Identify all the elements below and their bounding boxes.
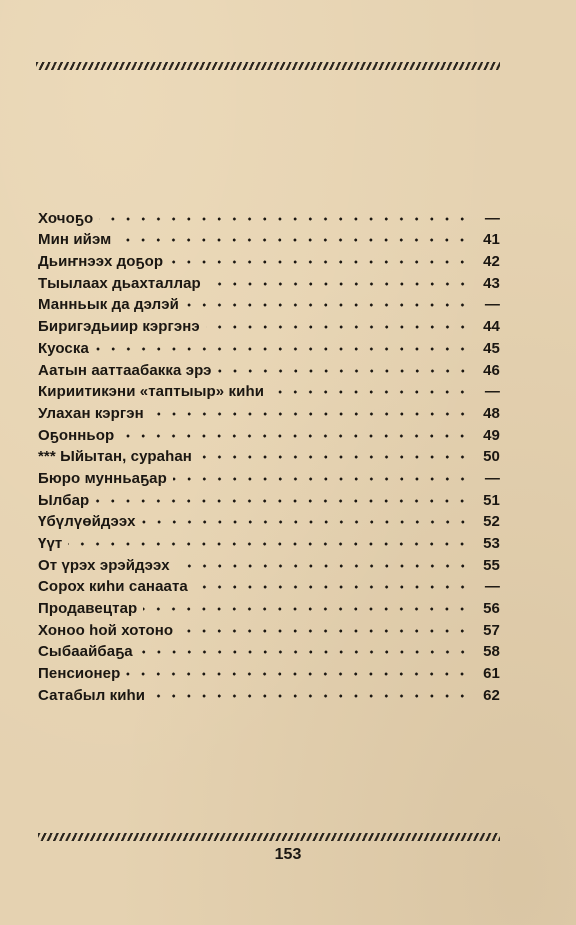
- dot-leader: [179, 626, 470, 636]
- toc-entry-page: 44: [483, 318, 500, 336]
- toc-entry: [38, 595, 500, 617]
- toc-entry-title: Дьиҥнээх доҕор: [38, 253, 164, 271]
- dot-leader: [139, 647, 470, 657]
- dot-leader: [99, 214, 470, 224]
- toc-entry: [38, 530, 500, 552]
- toc-entry-page: —: [484, 469, 500, 487]
- toc-entry: [38, 639, 500, 661]
- toc-entry: [38, 400, 500, 422]
- dot-leader: [68, 539, 470, 549]
- dot-leader: [207, 279, 470, 289]
- toc-entry-title: Ылбар: [38, 491, 90, 509]
- toc-entry-title: Аатын ааттаабакка эрэ: [38, 361, 212, 379]
- toc-entry: [38, 248, 500, 270]
- bottom-ornament-rule: [38, 833, 500, 841]
- toc-entry-title: Пенсионер: [38, 665, 121, 683]
- toc-entry-title: Манньык да дэлэй: [38, 296, 179, 314]
- toc-entry-page: 55: [483, 556, 500, 574]
- toc-entry-page: 41: [483, 231, 500, 249]
- toc-entry: [38, 509, 500, 531]
- toc-entry-page: —: [484, 578, 500, 596]
- dot-leader: [206, 322, 470, 332]
- toc-entry-title: Хоноо һой хотоно: [38, 621, 174, 639]
- dot-leader: [173, 474, 470, 484]
- toc-entry-title: Сатабыл киһи: [38, 686, 146, 704]
- toc-entry: [38, 313, 500, 335]
- dot-leader: [150, 409, 470, 419]
- dot-leader: [185, 300, 470, 310]
- toc-entry: [38, 227, 500, 249]
- toc-entry-title: Хочоҕо: [38, 209, 94, 227]
- toc-entry-page: 56: [483, 600, 500, 618]
- toc-entry: [38, 465, 500, 487]
- toc-entry-title: Куоска: [38, 339, 89, 357]
- toc-entry-page: 48: [483, 404, 500, 422]
- toc-entry-page: 51: [483, 491, 500, 509]
- toc-entry-title: Үүт: [38, 535, 63, 552]
- toc-entry-page: 42: [483, 253, 500, 271]
- toc-entry-page: 61: [483, 665, 500, 683]
- toc-entry-title: Мин ийэм: [38, 231, 112, 249]
- toc-entry-page: 46: [483, 361, 500, 379]
- toc-entry-title: Продавецтар: [38, 600, 138, 618]
- toc-entry: [38, 552, 500, 574]
- toc-entry: [38, 422, 500, 444]
- dot-leader: [142, 517, 470, 527]
- toc-entry-page: —: [484, 383, 500, 401]
- toc-entry-page: 58: [483, 643, 500, 661]
- toc-entry-title: Оҕонньор: [38, 426, 115, 444]
- dot-leader: [151, 691, 470, 701]
- toc-entry-title: *** Ыйытан, сураһан: [38, 448, 192, 466]
- toc-entry-title: Үбүлүөйдээх: [38, 513, 136, 531]
- dot-leader: [95, 344, 470, 354]
- toc-entry: [38, 487, 500, 509]
- toc-entry-title: Сорох киһи санаата: [38, 578, 188, 596]
- toc-entry: [38, 660, 500, 682]
- dot-leader: [169, 257, 470, 267]
- toc-entry-page: 57: [483, 621, 500, 639]
- dot-leader: [126, 669, 470, 679]
- dot-leader: [117, 235, 470, 245]
- dot-leader: [194, 582, 470, 592]
- toc-entry: [38, 357, 500, 379]
- top-ornament-rule: [36, 62, 500, 70]
- toc-entry-page: 52: [483, 513, 500, 531]
- toc-entry-page: 45: [483, 339, 500, 357]
- toc-entry-page: 53: [483, 535, 500, 552]
- table-of-contents: [38, 205, 500, 704]
- dot-leader: [143, 604, 470, 614]
- toc-entry-page: 50: [483, 448, 500, 466]
- toc-entry-title: От үрэх эрэйдээх: [38, 556, 170, 574]
- toc-entry: [38, 379, 500, 401]
- toc-entry: [38, 444, 500, 466]
- toc-entry: [38, 292, 500, 314]
- dot-leader: [218, 366, 470, 376]
- dot-leader: [176, 561, 470, 571]
- toc-entry: [38, 574, 500, 596]
- toc-entry-title: Сыбаайбаҕа: [38, 643, 133, 661]
- toc-entry-page: 43: [483, 274, 500, 292]
- toc-entry: [38, 270, 500, 292]
- toc-entry-title: Тыылаах дьахталлар: [38, 274, 201, 292]
- toc-entry-title: Кириитикэни «таптыыр» киһи: [38, 383, 265, 401]
- toc-entry: [38, 335, 500, 357]
- toc-entry-page: 49: [483, 426, 500, 444]
- toc-entry-title: Улахан кэргэн: [38, 404, 144, 422]
- page-number: 153: [274, 846, 302, 863]
- dot-leader: [198, 452, 470, 462]
- toc-entry-page: —: [484, 209, 500, 227]
- toc-entry-page: —: [484, 296, 500, 314]
- toc-entry-title: Биригэдьиир кэргэнэ: [38, 318, 200, 336]
- dot-leader: [270, 387, 470, 397]
- toc-entry: [38, 205, 500, 227]
- toc-entry-page: 62: [483, 686, 500, 704]
- toc-entry-title: Бюро мунньаҕар: [38, 469, 167, 487]
- dot-leader: [120, 431, 470, 441]
- toc-entry: [38, 682, 500, 704]
- dot-leader: [95, 496, 470, 506]
- toc-entry: [38, 617, 500, 639]
